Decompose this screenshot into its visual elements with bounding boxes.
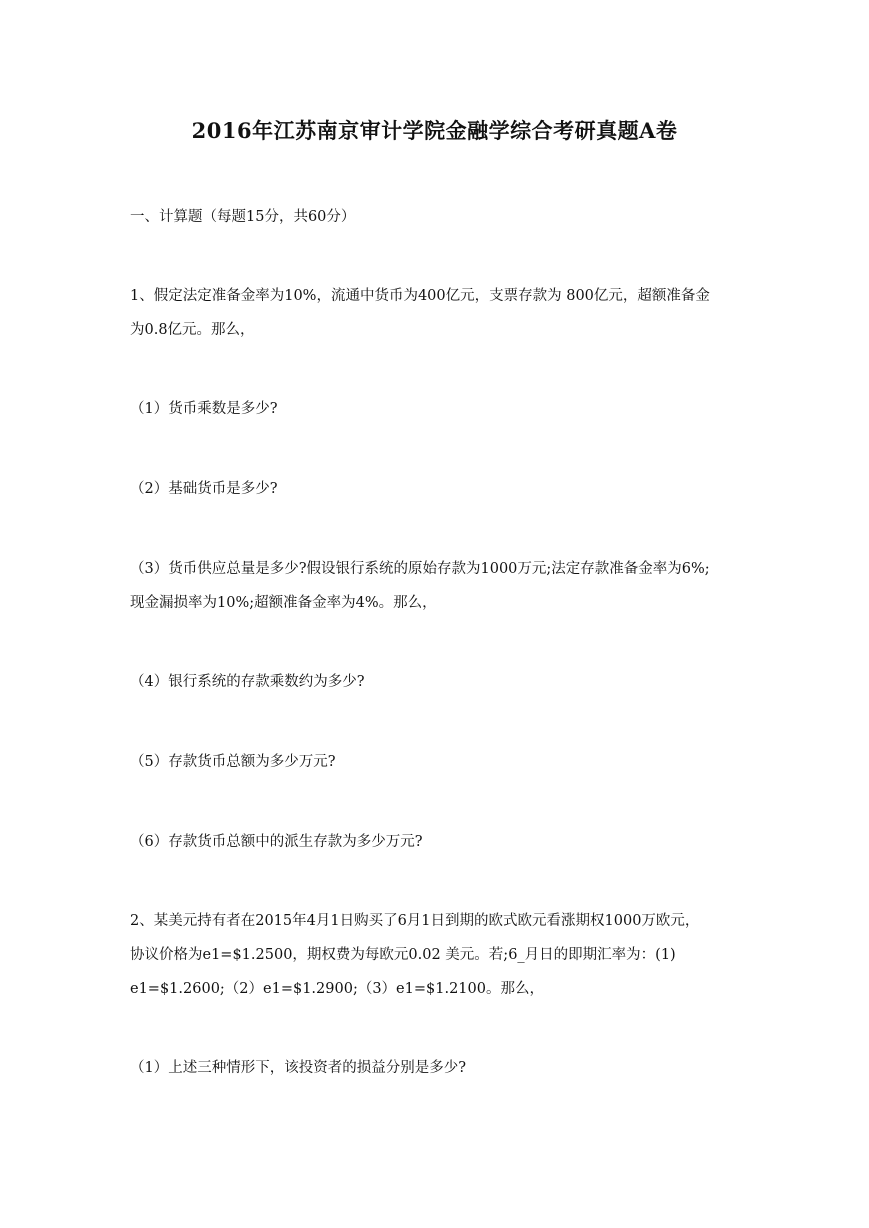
question-1-line-1: 1、假定法定准备金率为10%，流通中货币为400亿元，支票存款为 800亿元，超额准备金 <box>130 288 710 304</box>
question-1-sub-2: （2）基础货币是多少? <box>130 481 278 497</box>
question-2-sub-1: （1）上述三种情形下，该投资者的损益分别是多少? <box>130 1060 466 1076</box>
question-1-sub-3-line-1: （3）货币供应总量是多少?假设银行系统的原始存款为1000万元;法定存款准备金率为6%; <box>130 561 710 577</box>
question-2-line-1: 2、某美元持有者在2015年4月1日购买了6月1日到期的欧式欧元看涨期权1000万欧元， <box>130 913 700 929</box>
question-1-sub-6: （6）存款货币总额中的派生存款为多少万元? <box>130 834 423 850</box>
question-2-line-3: e1=$1.2600;（2）e1=$1.2900;（3）e1=$1.2100。那么， <box>130 981 544 997</box>
section-heading: 一、计算题（每题15分，共60分） <box>130 209 356 225</box>
question-1-sub-3-line-2: 现金漏损率为10%;超额准备金率为4%。那么， <box>130 595 437 611</box>
question-2-line-2: 协议价格为e1=$1.2500，期权费为每欧元0.02 美元。若;6_月日的即期汇率为：(1) <box>130 947 676 963</box>
question-1-sub-1: （1）货币乘数是多少? <box>130 401 278 417</box>
question-1-sub-4: （4）银行系统的存款乘数约为多少? <box>130 674 365 690</box>
question-1-line-2: 为0.8亿元。那么， <box>130 322 255 338</box>
document-title: 2016年江苏南京审计学院金融学综合考研真题A卷 <box>191 118 678 143</box>
question-1-sub-5: （5）存款货币总额为多少万元? <box>130 754 336 770</box>
